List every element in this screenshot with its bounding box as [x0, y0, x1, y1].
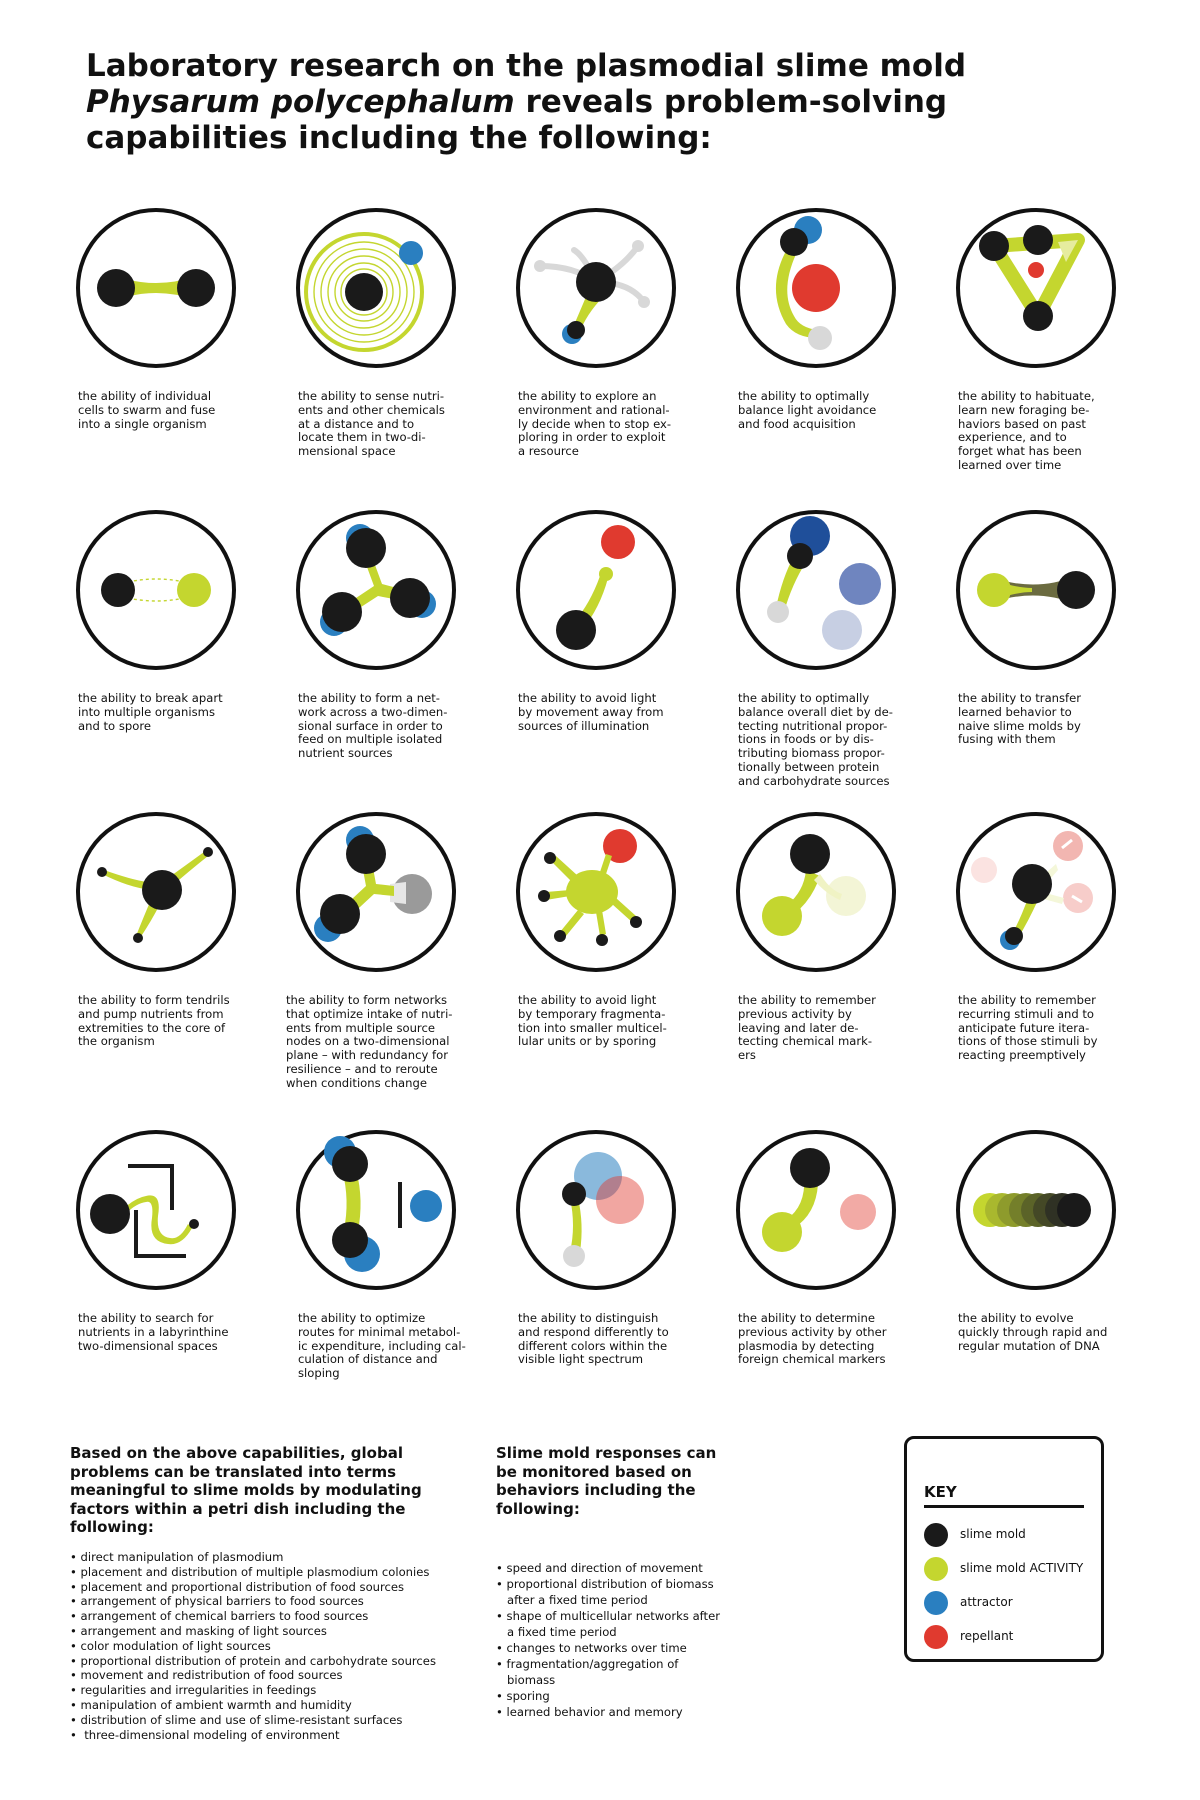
balance-diet-diagram: [734, 508, 898, 672]
capability-caption: the ability to optimally balance overall diet by de- tecting nutritional propor- tions in foods or by dis- tributing biomass propor- tionally between protein and carbohydrate sources: [738, 691, 893, 788]
list-item: • proportional distribution of biomass: [496, 1577, 714, 1591]
capability-caption: the ability of individual cells to swarm and fuse into a single organism: [78, 389, 216, 431]
habituate-diagram: [954, 206, 1118, 370]
capability-caption: the ability to habituate, learn new foraging be- haviors based on past experience, and to forget what has been learned over time: [958, 389, 1095, 472]
responses-heading: Slime mold responses can be monitored based on behaviors including the following:: [496, 1444, 717, 1518]
distinguish-colors-diagram: [514, 1128, 678, 1292]
capability-caption: the ability to form networks that optimize intake of nutri- ents from multiple source nodes on a two-dimensional plane – with redundancy for resilience – and to reroute when conditions change: [286, 993, 453, 1090]
list-item: • direct manipulation of plasmodium: [70, 1550, 284, 1564]
capability-caption: the ability to distinguish and respond differently to different colors within the visible light spectrum: [518, 1311, 669, 1367]
list-item: biomass: [496, 1673, 556, 1687]
list-item: • color modulation of light sources: [70, 1638, 271, 1653]
responses-list: [496, 1560, 720, 1720]
list-item: • sporing: [496, 1689, 550, 1703]
factors-list: [70, 1550, 436, 1742]
explore-exploit-diagram: [514, 206, 678, 370]
list-item: • movement and redistribution of food sources: [70, 1668, 343, 1683]
list-item: • fragmentation/aggregation of: [496, 1657, 679, 1671]
transfer-learning-diagram: [954, 508, 1118, 672]
light-food-balance-diagram: [734, 206, 898, 370]
list-item: after a fixed time period: [496, 1593, 648, 1607]
list-item: • placement and distribution of multiple plasmodium colonies: [70, 1564, 430, 1579]
title-line-2: reveals problem-solving: [514, 84, 948, 120]
capability-caption: the ability to evolve quickly through rapid and regular mutation of DNA: [958, 1311, 1108, 1353]
list-item: • proportional distribution of protein and carbohydrate sources: [70, 1653, 436, 1668]
key-item-repellant: [924, 1625, 1094, 1651]
capability-caption: the ability to determine previous activity by other plasmodia by detecting foreign chemical markers: [738, 1311, 887, 1367]
labyrinth-diagram: [74, 1128, 238, 1292]
list-item: • three-dimensional modeling of environment: [70, 1727, 340, 1742]
fragmentation-diagram: [514, 810, 678, 974]
list-item: • arrangement of chemical barriers to food sources: [70, 1609, 369, 1624]
capability-caption: the ability to break apart into multiple organisms and to spore: [78, 691, 223, 733]
repellant-swatch-icon: [924, 1625, 948, 1649]
capability-caption: the ability to form a net- work across a two-dimen- sional surface in order to feed on multiple isolated nutrient sources: [298, 691, 448, 761]
break-apart-spore-diagram: [74, 508, 238, 672]
foreign-markers-diagram: [734, 1128, 898, 1292]
anticipate-stimuli-diagram: [954, 810, 1118, 974]
capability-caption: the ability to sense nutri- ents and other chemicals at a distance and to locate them in two-di- mensional space: [298, 389, 445, 459]
evolve-mutation-diagram: [954, 1128, 1118, 1292]
key-item-slime-mold: [924, 1523, 1094, 1549]
sense-nutrients-diagram: [294, 206, 458, 370]
key-label: repellant: [960, 1629, 1014, 1643]
avoid-light-movement-diagram: [514, 508, 678, 672]
capability-caption: the ability to search for nutrients in a labyrinthine two-dimensional spaces: [78, 1311, 229, 1353]
slime-mold-swatch-icon: [924, 1523, 948, 1547]
capability-caption: the ability to remember previous activity by leaving and later de- tecting chemical mark- ers: [738, 993, 876, 1063]
factors-heading: Based on the above capabilities, global problems can be translated into terms meaningful to slime molds by modulating factors within a petri dish including the following:: [70, 1444, 422, 1536]
title-line-1: Laboratory research on the plasmodial slime mold: [86, 48, 967, 84]
key-item-attractor: [924, 1591, 1094, 1617]
list-item: • arrangement and masking of light sources: [70, 1623, 327, 1638]
key-title: KEY: [924, 1483, 957, 1501]
list-item: a fixed time period: [496, 1625, 617, 1639]
capability-caption: the ability to avoid light by temporary fragmenta- tion into smaller multicel- lular units or by sporing: [518, 993, 667, 1049]
capability-caption: the ability to avoid light by movement away from sources of illumination: [518, 691, 664, 733]
list-item: • changes to networks over time: [496, 1641, 687, 1655]
optimize-routes-diagram: [294, 1128, 458, 1292]
list-item: • learned behavior and memory: [496, 1705, 683, 1719]
capability-caption: the ability to form tendrils and pump nutrients from extremities to the core of the organism: [78, 993, 230, 1049]
list-item: • speed and direction of movement: [496, 1561, 703, 1575]
list-item: • shape of multicellular networks after: [496, 1609, 720, 1623]
capability-caption: the ability to remember recurring stimuli and to anticipate future itera- tions of those stimuli by reacting preemptively: [958, 993, 1098, 1063]
list-item: • placement and proportional distribution of food sources: [70, 1579, 405, 1594]
capability-caption: the ability to optimize routes for minimal metabol- ic expenditure, including cal- culation of distance and sloping: [298, 1311, 466, 1381]
title-species-name: Physarum polycephalum: [86, 84, 515, 120]
network-diagram: [294, 508, 458, 672]
remember-activity-diagram: [734, 810, 898, 974]
list-item: • regularities and irregularities in feedings: [70, 1683, 317, 1698]
key-item-activity: [924, 1557, 1094, 1583]
page-title: [86, 48, 1106, 156]
optimized-network-diagram: [294, 810, 458, 974]
legend-key: [904, 1436, 1104, 1662]
key-divider: [924, 1505, 1084, 1508]
activity-swatch-icon: [924, 1557, 948, 1581]
swarm-fuse-diagram: [74, 206, 238, 370]
title-line-3: capabilities including the following:: [86, 120, 712, 156]
capability-caption: the ability to explore an environment and rational- ly decide when to stop ex- ploring in order to exploit a resource: [518, 389, 672, 459]
list-item: • distribution of slime and use of slime-resistant surfaces: [70, 1712, 403, 1727]
capability-caption: the ability to transfer learned behavior to naive slime molds by fusing with them: [958, 691, 1082, 747]
capability-caption: the ability to optimally balance light avoidance and food acquisition: [738, 389, 877, 431]
attractor-swatch-icon: [924, 1591, 948, 1615]
key-label: attractor: [960, 1595, 1013, 1609]
list-item: • arrangement of physical barriers to food sources: [70, 1594, 364, 1609]
key-label: slime mold ACTIVITY: [960, 1561, 1084, 1575]
key-label: slime mold: [960, 1527, 1026, 1541]
list-item: • manipulation of ambient warmth and humidity: [70, 1697, 352, 1712]
tendrils-diagram: [74, 810, 238, 974]
